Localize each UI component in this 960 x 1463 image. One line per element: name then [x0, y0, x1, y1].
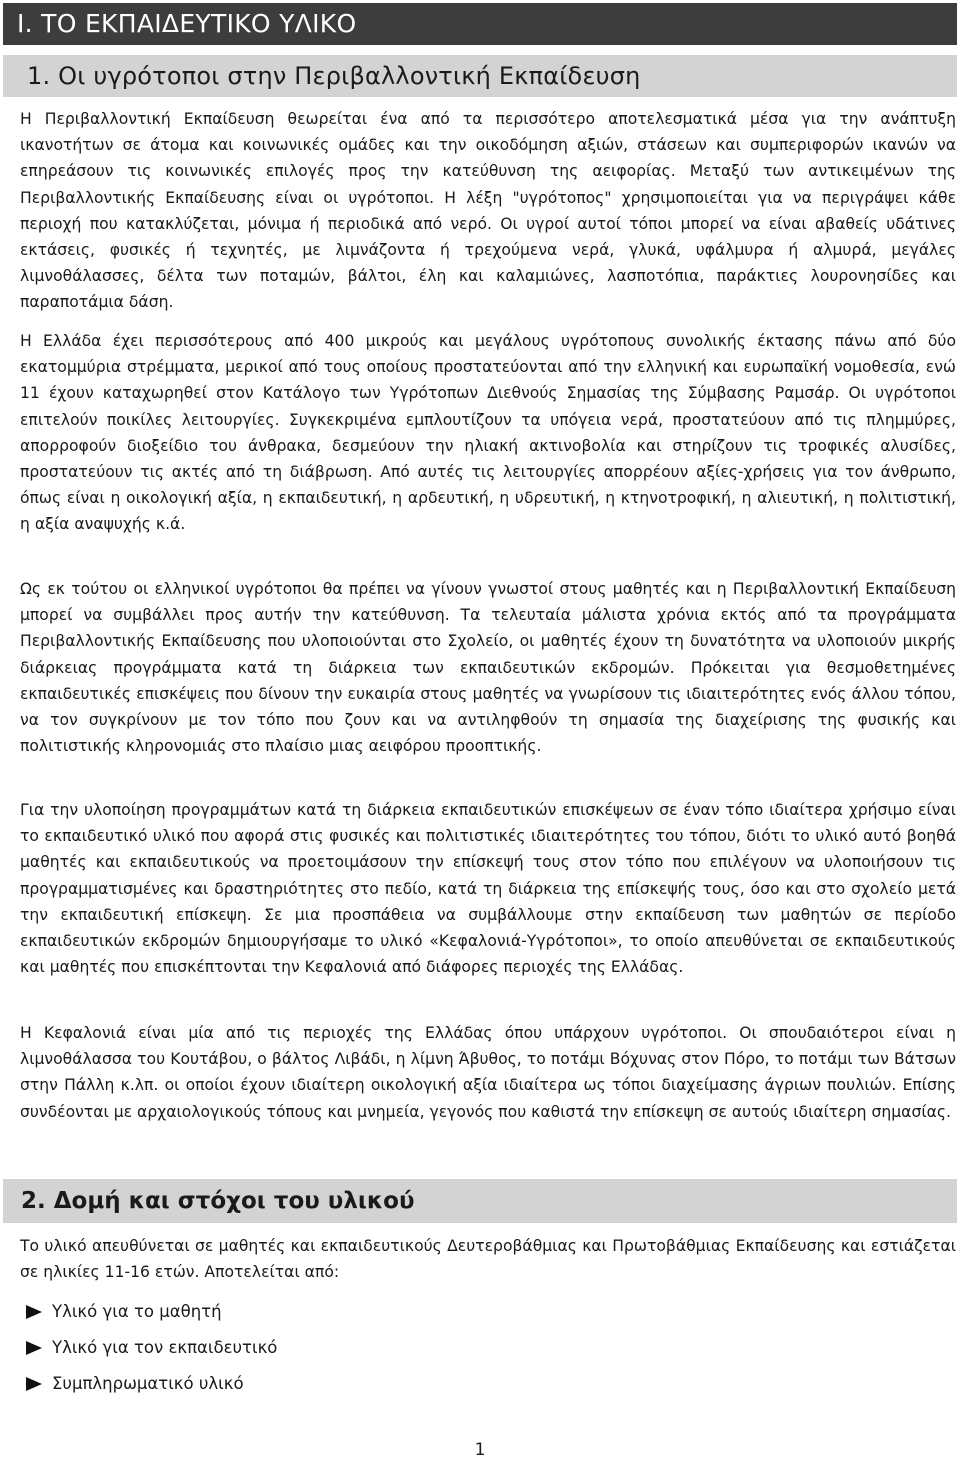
paragraph-material-audience: Το υλικό απευθύνεται σε μαθητές και εκπαιδευτικούς Δευτεροβάθμιας και Πρωτοβάθμιας Εκπαίδευσης και εστιάζεται σε ηλικίες 11-16 ετών. Αποτελείται από: [20, 1237, 956, 1282]
paragraph-students-awareness: Ως εκ τούτου οι ελληνικοί υγρότοποι θα πρέπει να γίνουν γνωστοί στους μαθητές και η Περιβαλλοντική Εκπαίδευση μπορεί να συμβάλλει προς αυτήν την κατεύθυνση. Τα τελευταία μάλιστα χρόνια εκτός από τα προγράμματα Περιβαλλοντικής Εκπαίδευσης που υλοποιούνται στο Σχολείο, οι μαθητές έχουν τη δυνατότητα να υλοποιούν μικρής διάρκειας προγράμματα κατά τη διάρκεια των εκπαιδευτικών εκδρομών. Πρόκειται για θεσμοθετημένες εκπαιδευτικές επισκέψεις που δίνουν την ευκαιρία στους μαθητές να γνωρίσουν τις ιδιαιτερότητες ενός άλλου τόπου, να τον συγκρίνουν με τον τόπο που ζουν και να αντιληφθούν τη σημασία της διαχείρισης της φυσικής και πολιτιστικής κληρονομιάς στο πλαίσιο μιας αειφόρου προοπτικής. [20, 580, 956, 756]
paragraph-environmental-education: Η Περιβαλλοντική Εκπαίδευση θεωρείται ένα από τα περισσότερο αποτελεσματικά μέσα για την ανάπτυξη ικανοτήτων σε άτομα και κοινωνικές ομάδες και την οικοδόμηση αξιών, στάσεων και συμπεριφορών ικανών να επηρεάσουν τις κοινωνικές επιλογές προς την κατεύθυνση της αειφορίας. Μεταξύ των αντικειμένων της Περιβαλλοντικής Εκπαίδευσης είναι οι υγρότοποι. Η λέξη "υγρότοπος" χρησιμοποιείται για να περιγράψει κάθε περιοχή που κατακλύζεται, μόνιμα ή περιοδικά από νερό. Οι υγροί αυτοί τόποι μπορεί να είναι αβαθείς υδάτινες εκτάσεις, φυσικές ή τεχνητές, με λιμνάζοντα ή τρεχούμενα νερά, γλυκά, υφάλμυρα ή αλμυρά, μεγάλες λιμνοθάλασσες, δέλτα των ποταμών, βάλτοι, έλη και καλαμιώνες, λασποτόπια, παράκτιες λουρονησίδες και παραποτάμια δάση. [20, 110, 956, 312]
arrow-bullet-icon [26, 1377, 42, 1391]
paragraph-kefalonia: Η Κεφαλονιά είναι μία από τις περιοχές της Ελλάδας όπου υπάρχουν υγρότοποι. Οι σπουδαιότεροι είναι η λιμνοθάλασσα του Κουτάβου, ο βάλτος Λιβάδι, η λίμνη Άβυθος, το ποτάμι Βόχυνας στον Πόρο, το ποτάμι των Βάτσων στην Πάλλη κ.λπ. οι οποίοι έχουν ιδιαίτερη οικολογική αξία ιδιαίτερα ως τόποι διαχείμασης άγριων πουλιών. Επίσης συνδέονται με αρχαιολογικούς τόπους και μνημεία, γεγονός που καθιστά την επίσκεψη σε αυτούς ιδιαίτερη σημασίας. [20, 1024, 956, 1121]
material-components-list [20, 1294, 277, 1402]
list-item-label: Υλικό για το μαθητή [52, 1302, 222, 1321]
arrow-bullet-icon [26, 1341, 42, 1355]
paragraph-educational-visits: Για την υλοποίηση προγραμμάτων κατά τη διάρκεια εκπαιδευτικών επισκέψεων σε έναν τόπο ιδιαίτερα χρήσιμο είναι το εκπαιδευτικό υλικό που αφορά στις φυσικές και πολιτιστικές ιδιαιτερότητες του τόπου, διότι το υλικό αυτό βοηθά μαθητές και εκπαιδευτικούς να προετοιμάσουν την επίσκεψή τους στον τόπο που επιλέγουν να υλοποιήσουν τις προγραμματισμένες και δραστηριότητες στο πεδίο, κατά τη διάρκεια της επίσκεψής τους, όσο και στο σχολείο μετά την εκπαιδευτική επίσκεψη. Σε μια προσπάθεια να συμβάλλουμε στην εκπαίδευση των μαθητών σε περίοδο εκπαιδευτικών εκδρομών δημιουργήσαμε το υλικό «Κεφαλονιά-Υγρότοποι», το οποίο απευθύνεται σε εκπαιδευτικούς και μαθητές που επισκέπτονται την Κεφαλονιά από διάφορες περιοχές της Ελλάδας. [20, 801, 956, 977]
list-item [20, 1366, 277, 1402]
section-2-heading: 2. Δομή και στόχοι του υλικού [3, 1179, 957, 1223]
paragraph-greek-wetlands: Η Ελλάδα έχει περισσότερους από 400 μικρούς και μεγάλους υγρότοπους συνολικής έκτασης πάνω από δύο εκατομμύρια στρέμματα, μερικοί από τους οποίους προστατεύονται από την ελληνική και ευρωπαϊκή νομοθεσία, ενώ 11 έχουν καταχωρηθεί στον Κατάλογο των Υγρότοπων Διεθνούς Σημασίας της Σύμβασης Ραμσάρ. Οι υγρότοποι επιτελούν ποικίλες λειτουργίες. Συγκεκριμένα εμπλουτίζουν τα υπόγεια νερά, προστατεύουν από τις πλημμύρες, απορροφούν διοξείδιο του άνθρακα, δεσμεύουν την ηλιακή ακτινοβολία και στηρίζουν τις τροφικές αλυσίδες, προστατεύουν τις ακτές από τη διάβρωση. Από αυτές τις λειτουργίες απορρέουν αξίες-χρήσεις για τον άνθρωπο, όπως είναι η οικολογική αξία, η εκπαιδευτική, η αρδευτική, η υδρευτική, η κτηνοτροφική, η αλιευτική, η πολιτιστική, η αξία αναψυχής κ.ά. [20, 332, 956, 534]
list-item [20, 1330, 277, 1366]
list-item [20, 1294, 277, 1330]
list-item-label: Συμπληρωματικό υλικό [52, 1374, 244, 1393]
list-item-label: Υλικό για τον εκπαιδευτικό [52, 1338, 278, 1357]
chapter-title: Ι. ΤΟ ΕΚΠΑΙΔΕΥΤΙΚΟ ΥΛΙΚΟ [3, 3, 957, 45]
section-1-heading: 1. Οι υγρότοποι στην Περιβαλλοντική Εκπαίδευση [3, 55, 957, 97]
arrow-bullet-icon [26, 1305, 42, 1319]
page-number: 1 [474, 1440, 486, 1460]
